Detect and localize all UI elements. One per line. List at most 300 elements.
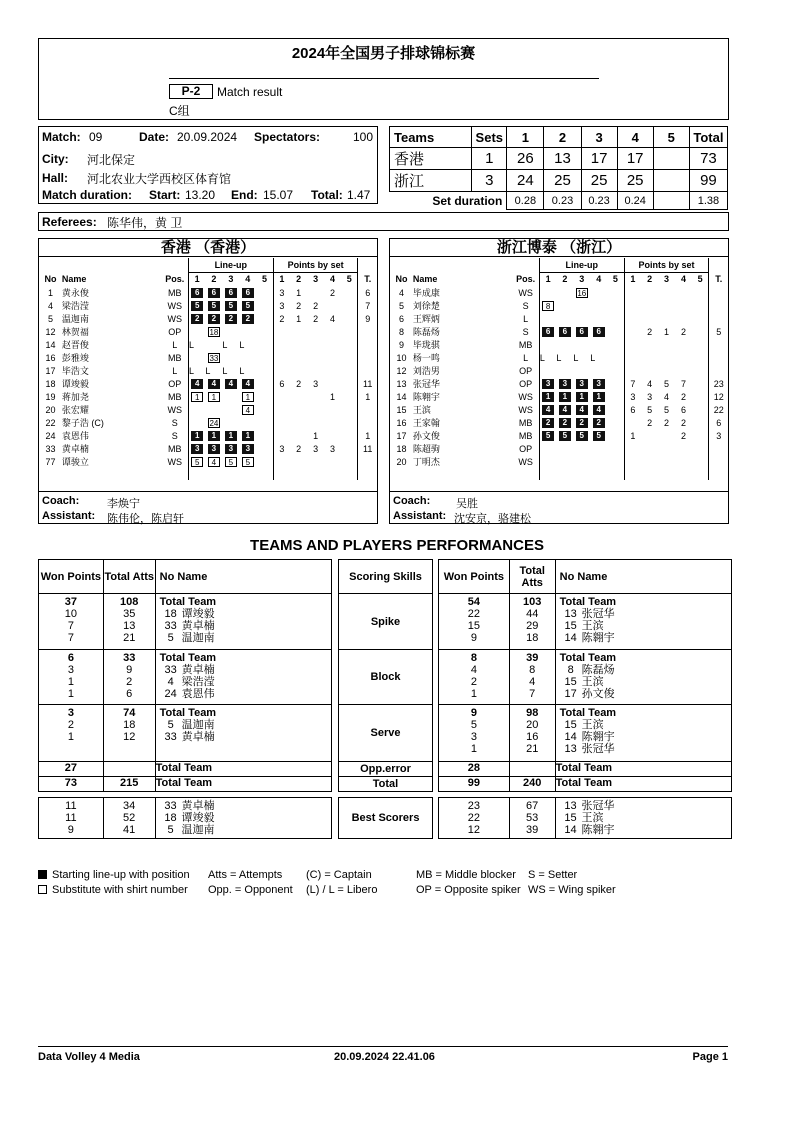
- player-position: MB: [167, 391, 182, 402]
- set-header: 5: [346, 274, 352, 285]
- performance-title: TEAMS AND PLAYERS PERFORMANCES: [250, 537, 544, 554]
- total-atts-header: Total Atts: [103, 560, 155, 594]
- player-total: 11: [358, 377, 377, 390]
- set-points: [641, 338, 658, 351]
- attempts: 33: [123, 652, 136, 664]
- won-points: 9: [67, 824, 74, 836]
- set-points: [307, 403, 324, 416]
- attempts: 44: [526, 608, 539, 620]
- lineup-cell: [590, 416, 607, 429]
- score-set-points: 26: [507, 148, 544, 170]
- lineup-cell: [573, 442, 590, 455]
- legend-substitute: [38, 884, 188, 896]
- starting-position-mark: 6: [593, 327, 605, 337]
- lineup-cell: [573, 429, 590, 442]
- score-team-name: 浙江: [390, 170, 472, 192]
- total-team-label: Total Team: [559, 652, 617, 664]
- lineup-cell: [205, 299, 222, 312]
- score-header-set1: 1: [507, 127, 544, 148]
- player-name: 毕成康: [412, 288, 440, 298]
- player-total: 6: [709, 416, 728, 429]
- lineup-cell: [607, 429, 624, 442]
- set-points: 4: [647, 378, 653, 389]
- player-position: OP: [168, 326, 182, 337]
- player-name: 陈翱宇: [581, 824, 615, 836]
- player-line: [156, 608, 331, 620]
- set-points: 2: [647, 326, 653, 337]
- player-total: [709, 455, 728, 468]
- lineup-cell: [539, 364, 556, 377]
- attempts: 6: [126, 688, 133, 700]
- player-row: [39, 416, 377, 429]
- set-points: [692, 351, 709, 364]
- player-name: 谭竣毅: [181, 812, 215, 824]
- attempts: 215: [103, 777, 155, 792]
- empty-cell: [239, 468, 256, 480]
- lineup-cell: [205, 390, 222, 403]
- set-points: 5: [664, 378, 670, 389]
- total-team-label: Total Team: [155, 762, 331, 777]
- libero-mark: L: [188, 365, 194, 376]
- player-name: 王滨: [581, 812, 604, 824]
- empty-square-icon: [38, 885, 47, 894]
- set-points: [341, 377, 358, 390]
- set-points: [290, 416, 307, 429]
- legend-opp: Opp. = Opponent: [208, 884, 293, 896]
- lineup-header: Line-up: [539, 258, 624, 272]
- player-total: 12: [709, 390, 728, 403]
- empty-cell: [256, 468, 273, 480]
- substitute-mark: 16: [577, 288, 587, 298]
- won-points: 1: [470, 688, 477, 700]
- starting-position-mark: 1: [542, 392, 554, 402]
- player-line: [556, 652, 731, 664]
- player-row: [390, 377, 728, 390]
- player-line: [556, 731, 731, 743]
- won-points-cell: [439, 650, 510, 705]
- player-row: [390, 286, 728, 299]
- match-number: 09: [89, 130, 103, 144]
- filled-square-icon: [38, 870, 47, 879]
- lineup-cell: [239, 442, 256, 455]
- player-row: [390, 299, 728, 312]
- set-points: [624, 325, 641, 338]
- summary-row: [439, 762, 732, 777]
- attempts: 16: [526, 731, 539, 743]
- player-line: [556, 688, 731, 700]
- set-points: [290, 429, 307, 442]
- player-line: [156, 719, 331, 731]
- starting-position-mark: 2: [242, 314, 254, 324]
- set-points: [273, 455, 290, 468]
- player-position: S: [171, 430, 178, 441]
- set-points: [624, 455, 641, 468]
- player-row: [39, 455, 377, 468]
- lineup-cell: [239, 286, 256, 299]
- lineup-cell: [556, 286, 573, 299]
- lineup-cell: [239, 377, 256, 390]
- skill-row: [39, 705, 332, 762]
- set-points: [341, 338, 358, 351]
- team-a-name: 香港 （香港）: [39, 239, 377, 257]
- set-points: [324, 325, 341, 338]
- player-number: 10: [396, 352, 407, 363]
- player-name: 陈翱宇: [412, 392, 440, 402]
- set-points: [675, 299, 692, 312]
- set-points: [307, 364, 324, 377]
- won-points: 1: [67, 731, 74, 743]
- set-points: [641, 455, 658, 468]
- player-line: [156, 652, 331, 664]
- set-points: [675, 312, 692, 325]
- empty-cell: [358, 468, 377, 480]
- set-points: 5: [664, 404, 670, 415]
- set-points: [658, 442, 675, 455]
- empty-cell: [162, 468, 189, 480]
- attempts: 35: [123, 608, 136, 620]
- attempts-cell: [509, 594, 555, 650]
- set-points: [324, 299, 341, 312]
- player-number: 17: [396, 430, 407, 441]
- player-list-cell: [155, 594, 331, 650]
- team-b-performance-table: [438, 559, 732, 792]
- set-header: 1: [539, 272, 556, 286]
- set-points: [658, 286, 675, 299]
- set-points: [324, 429, 341, 442]
- player-total: [709, 351, 728, 364]
- starting-position-mark: 5: [559, 431, 571, 441]
- won-points: 3: [67, 707, 74, 719]
- player-line: [556, 812, 731, 824]
- libero-mark: L: [205, 365, 211, 376]
- set-points: 2: [313, 300, 319, 311]
- legend-op: OP = Opposite spiker: [416, 884, 521, 896]
- lineup-cell: [205, 442, 222, 455]
- player-name: 林贺福: [61, 327, 89, 337]
- player-row: [39, 351, 377, 364]
- set-duration-value: 0.24: [617, 192, 653, 210]
- best-scorers-row: [39, 798, 332, 839]
- lineup-cell: [188, 442, 205, 455]
- starting-position-mark: 1: [225, 431, 237, 441]
- libero-mark: L: [222, 339, 228, 350]
- lineup-cell: [188, 429, 205, 442]
- points-by-set-header: Points by set: [273, 258, 358, 272]
- player-line: [156, 812, 331, 824]
- lineup-cell: [205, 338, 222, 351]
- player-line: [556, 664, 731, 676]
- attempts-cell: [509, 650, 555, 705]
- lineup-cell: [239, 429, 256, 442]
- empty-cell: [539, 468, 556, 480]
- lineup-cell: [590, 364, 607, 377]
- player-number: 12: [396, 365, 407, 376]
- starting-position-mark: 1: [576, 392, 588, 402]
- lineup-cell: [205, 429, 222, 442]
- start-label: Start:: [149, 188, 181, 202]
- total-header: T.: [358, 272, 377, 286]
- lineup-header: Line-up: [188, 258, 273, 272]
- set-points: [324, 364, 341, 377]
- player-total: [358, 338, 377, 351]
- attempts: 39: [526, 824, 539, 836]
- end-label: End:: [231, 188, 258, 202]
- lineup-cell: [222, 312, 239, 325]
- coach-label: Coach:: [42, 495, 80, 507]
- starting-position-mark: 1: [208, 431, 220, 441]
- lineup-cell: [607, 286, 624, 299]
- libero-mark: L: [188, 339, 194, 350]
- player-number: 18: [164, 812, 177, 824]
- won-points-cell: [439, 594, 510, 650]
- set-points: [290, 390, 307, 403]
- lineup-cell: [607, 299, 624, 312]
- won-points-cell: [39, 594, 104, 650]
- player-position: WS: [518, 456, 533, 467]
- won-points: 4: [470, 664, 477, 676]
- libero-mark: L: [573, 352, 579, 363]
- player-name: 袁恩伟: [61, 431, 89, 441]
- player-row: [39, 299, 377, 312]
- player-position: MB: [518, 339, 533, 350]
- coach-name: 李焕宁: [107, 498, 140, 510]
- player-total: [358, 351, 377, 364]
- lineup-cell: [539, 351, 556, 364]
- attempts: 21: [526, 743, 539, 755]
- score-sets-won: 1: [472, 148, 507, 170]
- lineup-cell: [590, 403, 607, 416]
- skills-header-row: [339, 560, 433, 594]
- coach-label: Coach:: [393, 495, 431, 507]
- summary-row: [39, 777, 332, 792]
- set-header: 5: [697, 274, 703, 285]
- player-position: MB: [167, 352, 182, 363]
- attempts: 74: [123, 707, 136, 719]
- starting-position-mark: 5: [576, 431, 588, 441]
- set-points: 7: [624, 377, 641, 390]
- lineup-cell: [256, 390, 273, 403]
- starting-position-mark: 1: [559, 392, 571, 402]
- lineup-cell: [556, 390, 573, 403]
- set-points: [324, 455, 341, 468]
- player-position: WS: [167, 404, 182, 415]
- player-line: [156, 800, 331, 812]
- score-team-name: 香港: [390, 148, 472, 170]
- score-set-points: 13: [544, 148, 581, 170]
- set-points: [692, 377, 709, 390]
- lineup-cell: [239, 325, 256, 338]
- player-name: 张冠华: [581, 608, 615, 620]
- starting-position-mark: 5: [593, 431, 605, 441]
- starting-position-mark: 5: [191, 301, 203, 311]
- set-points: [692, 429, 709, 442]
- set-points: [273, 390, 290, 403]
- date-label: Date:: [139, 130, 170, 144]
- set-points: [290, 338, 307, 351]
- player-number: 14: [564, 731, 577, 743]
- set-header: 5: [612, 274, 618, 285]
- lineup-cell: [222, 429, 239, 442]
- set-points: 2: [680, 430, 686, 441]
- player-total: [709, 312, 728, 325]
- lineup-cell: [556, 364, 573, 377]
- player-total: [709, 299, 728, 312]
- lineup-cell: [573, 325, 590, 338]
- starting-position-mark: 4: [242, 379, 254, 389]
- summary-row: [39, 762, 332, 777]
- lineup-cell: [590, 377, 607, 390]
- player-line: [156, 731, 331, 743]
- won-points: 1: [67, 676, 74, 688]
- skill-row: [439, 650, 732, 705]
- lineup-cell: [188, 390, 205, 403]
- duration-label: Match duration:: [42, 188, 132, 202]
- set-points: 3: [313, 443, 319, 454]
- footer-software: Data Volley 4 Media: [38, 1051, 140, 1063]
- set-points: [641, 286, 658, 299]
- player-name: 梁浩滢: [181, 676, 215, 688]
- player-number: 8: [398, 326, 404, 337]
- no-header: No: [44, 274, 57, 284]
- player-number: 12: [45, 326, 56, 337]
- set-header: 2: [211, 274, 217, 285]
- set-points: [658, 429, 675, 442]
- substitute-mark: 4: [208, 457, 220, 467]
- player-name: 丁明杰: [412, 457, 440, 467]
- player-total: [709, 286, 728, 299]
- lineup-cell: [607, 364, 624, 377]
- player-name: 谭竣毅: [61, 379, 89, 389]
- starting-position-mark: 4: [576, 405, 588, 415]
- player-number: 4: [167, 676, 174, 688]
- total-label: Total:: [311, 188, 343, 202]
- starting-position-mark: 6: [542, 327, 554, 337]
- score-set-points: 17: [581, 148, 617, 170]
- set-points: [675, 364, 692, 377]
- set-points: [307, 351, 324, 364]
- player-line: [556, 800, 731, 812]
- player-name: 陈磊炀: [581, 664, 615, 676]
- player-number: 24: [45, 430, 56, 441]
- player-number: 5: [47, 313, 53, 324]
- skill-row: [439, 705, 732, 762]
- lineup-cell: [188, 364, 205, 377]
- empty-cell: [658, 468, 675, 480]
- set-points: [624, 299, 641, 312]
- starting-position-mark: 5: [208, 301, 220, 311]
- score-header-set3: 3: [581, 127, 617, 148]
- lineup-cell: [556, 377, 573, 390]
- starting-position-mark: 3: [542, 379, 554, 389]
- player-total: 3: [709, 429, 728, 442]
- set-points: [675, 286, 692, 299]
- player-number: 20: [45, 404, 56, 415]
- player-total: [358, 403, 377, 416]
- player-name: 王辉炳: [412, 314, 440, 324]
- attempts: 9: [126, 664, 133, 676]
- set-points: [273, 403, 290, 416]
- empty-cell: [675, 468, 692, 480]
- starting-position-mark: 5: [542, 431, 554, 441]
- score-total: 99: [689, 170, 727, 192]
- lineup-cell: [256, 377, 273, 390]
- spectators-count: 100: [352, 130, 373, 144]
- player-number: 33: [164, 800, 177, 812]
- set-points: [692, 364, 709, 377]
- total-header: T.: [709, 272, 728, 286]
- lineup-cell: [188, 338, 205, 351]
- pos-header: Pos.: [165, 274, 185, 284]
- won-points-header: Won Points: [39, 560, 104, 594]
- starting-position-mark: 3: [559, 379, 571, 389]
- set-header: 3: [664, 274, 670, 285]
- player-number: 18: [45, 378, 56, 389]
- player-name: 黄卓楠: [181, 664, 215, 676]
- substitute-mark: 4: [242, 405, 254, 415]
- player-position: WS: [167, 300, 182, 311]
- player-position: L: [172, 339, 178, 350]
- player-position: OP: [168, 378, 182, 389]
- lineup-cell: [539, 338, 556, 351]
- set-header: 4: [245, 274, 251, 285]
- player-list-cell: [555, 594, 731, 650]
- player-list-cell: [555, 650, 731, 705]
- set-points: [658, 351, 675, 364]
- set-points: [692, 286, 709, 299]
- set-points: [658, 312, 675, 325]
- attempts-cell: [103, 594, 155, 650]
- won-points: 3: [470, 731, 477, 743]
- player-number: 13: [564, 800, 577, 812]
- score-sets-won: 3: [472, 170, 507, 192]
- score-set-points: [653, 148, 689, 170]
- player-number: 18: [396, 443, 407, 454]
- player-line: [556, 719, 731, 731]
- player-line: [556, 632, 731, 644]
- lineup-cell: [539, 403, 556, 416]
- libero-mark: L: [539, 352, 545, 363]
- set-points: [324, 403, 341, 416]
- set-points: [641, 299, 658, 312]
- starting-position-mark: 3: [225, 444, 237, 454]
- attempts: [103, 762, 155, 777]
- lineup-cell: [222, 286, 239, 299]
- player-name: 黄卓楠: [181, 620, 215, 632]
- empty-cell: [512, 468, 539, 480]
- player-row: [390, 455, 728, 468]
- lineup-cell: [573, 403, 590, 416]
- lineup-cell: [205, 377, 222, 390]
- lineup-cell: [222, 442, 239, 455]
- player-total: 11: [358, 442, 377, 455]
- player-position: WS: [167, 456, 182, 467]
- set-points: [658, 299, 675, 312]
- referees-value: 陈华伟，黄 卫: [107, 216, 183, 230]
- won-points: 15: [467, 620, 481, 632]
- player-position: WS: [518, 404, 533, 415]
- lineup-cell: [256, 442, 273, 455]
- player-name: 赵晋俊: [61, 340, 89, 350]
- set-points: [675, 338, 692, 351]
- empty-cell: [390, 468, 413, 480]
- player-row: [39, 390, 377, 403]
- player-list-cell: [555, 798, 731, 839]
- set-points: [692, 403, 709, 416]
- player-row: [39, 312, 377, 325]
- lineup-cell: [205, 455, 222, 468]
- lineup-cell: [590, 442, 607, 455]
- set-points: [692, 416, 709, 429]
